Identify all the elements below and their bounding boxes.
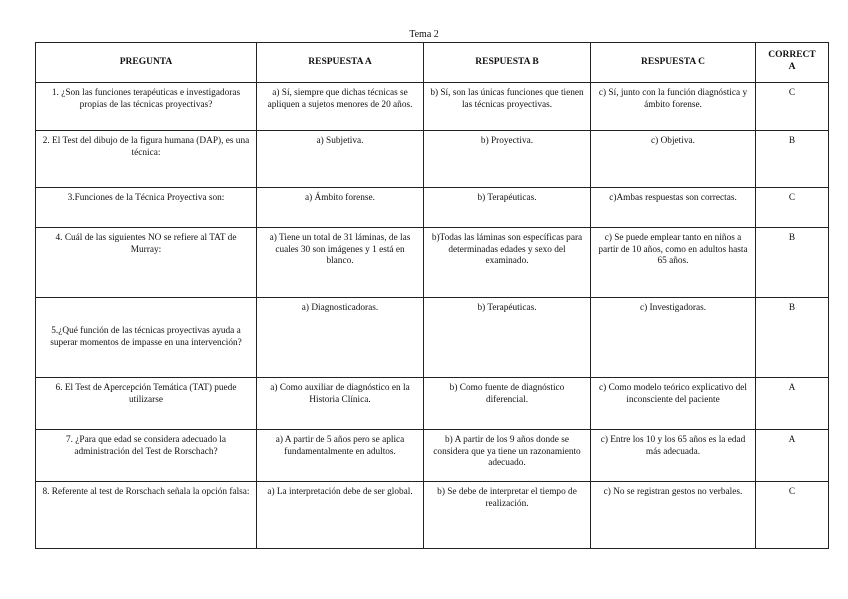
correct-answer-cell: B [756,298,829,378]
answer-a-cell: a) A partir de 5 años pero se aplica fundamentalmente en adultos. [257,430,424,482]
header-respuesta-c: RESPUESTA C [591,43,756,83]
correct-answer-cell: C [756,83,829,131]
answer-b-cell: b) Terapéuticas. [424,188,591,228]
question-cell: 5.¿Qué función de las técnicas proyectivas ayuda a superar momentos de impasse en una intervención? [36,298,257,378]
question-cell: 7. ¿Para que edad se considera adecuado la administración del Test de Rorschach? [36,430,257,482]
question-cell: 6. El Test de Apercepción Temática (TAT) puede utilizarse [36,378,257,430]
table-row [36,188,829,228]
answer-c-cell: c)Ambas respuestas son correctas. [591,188,756,228]
answer-b-cell: b) Como fuente de diagnóstico diferencial. [424,378,591,430]
answer-a-cell: a) Tiene un total de 31 láminas, de las cuales 30 son imágenes y 1 está en blanco. [257,228,424,298]
answer-b-cell: b)Todas las láminas son específicas para determinadas edades y sexo del examinado. [424,228,591,298]
answer-a-cell: a) Diagnosticadoras. [257,298,424,378]
answer-b-cell: b) Terapéuticas. [424,298,591,378]
answer-b-cell: b) Se debe de interpretar el tiempo de realización. [424,482,591,549]
table-row [36,131,829,188]
header-respuesta-a: RESPUESTA A [257,43,424,83]
table-row [36,482,829,549]
table-row [36,378,829,430]
table-row [36,228,829,298]
header-correcta: CORRECT A [756,43,829,83]
answer-a-cell: a) Ámbito forense. [257,188,424,228]
question-cell: 3.Funciones de la Técnica Proyectiva son: [36,188,257,228]
correct-answer-cell: B [756,228,829,298]
question-cell: 2. El Test del dibujo de la figura humana (DAP), es una técnica: [36,131,257,188]
answer-b-cell: b) A partir de los 9 años donde se considera que ya tiene un razonamiento adecuado. [424,430,591,482]
answer-a-cell: a) Sí, siempre que dichas técnicas se apliquen a sujetos menores de 20 años. [257,83,424,131]
header-pregunta: PREGUNTA [36,43,257,83]
answer-c-cell: c) Sí, junto con la función diagnóstica y ámbito forense. [591,83,756,131]
table-row [36,298,829,378]
answer-a-cell: a) La interpretación debe de ser global. [257,482,424,549]
answer-c-cell: c) Entre los 10 y los 65 años es la edad más adecuada. [591,430,756,482]
correct-answer-cell: C [756,188,829,228]
page-title: Tema 2 [409,29,439,40]
answer-c-cell: c) Como modelo teórico explicativo del inconsciente del paciente [591,378,756,430]
table-row [36,430,829,482]
answer-c-cell: c) Investigadoras. [591,298,756,378]
header-respuesta-b: RESPUESTA B [424,43,591,83]
header-row [36,43,829,83]
table-row [36,83,829,131]
answer-b-cell: b) Proyectiva. [424,131,591,188]
correct-answer-cell: A [756,430,829,482]
answer-c-cell: c) No se registran gestos no verbales. [591,482,756,549]
answer-c-cell: c) Objetiva. [591,131,756,188]
correct-answer-cell: C [756,482,829,549]
correct-answer-cell: B [756,131,829,188]
answer-a-cell: a) Como auxiliar de diagnóstico en la Historia Clínica. [257,378,424,430]
answer-b-cell: b) Sí, son las únicas funciones que tienen las técnicas proyectivas. [424,83,591,131]
answer-c-cell: c) Se puede emplear tanto en niños a partir de 10 años, como en adultos hasta 65 años. [591,228,756,298]
question-cell: 1. ¿Son las funciones terapéuticas e investigadoras propias de las técnicas proyectivas? [36,83,257,131]
question-cell: 4. Cuál de las siguientes NO se refiere al TAT de Murray: [36,228,257,298]
correct-answer-cell: A [756,378,829,430]
question-cell: 8. Referente al test de Rorschach señala la opción falsa: [36,482,257,549]
quiz-table [35,42,829,549]
answer-a-cell: a) Subjetiva. [257,131,424,188]
